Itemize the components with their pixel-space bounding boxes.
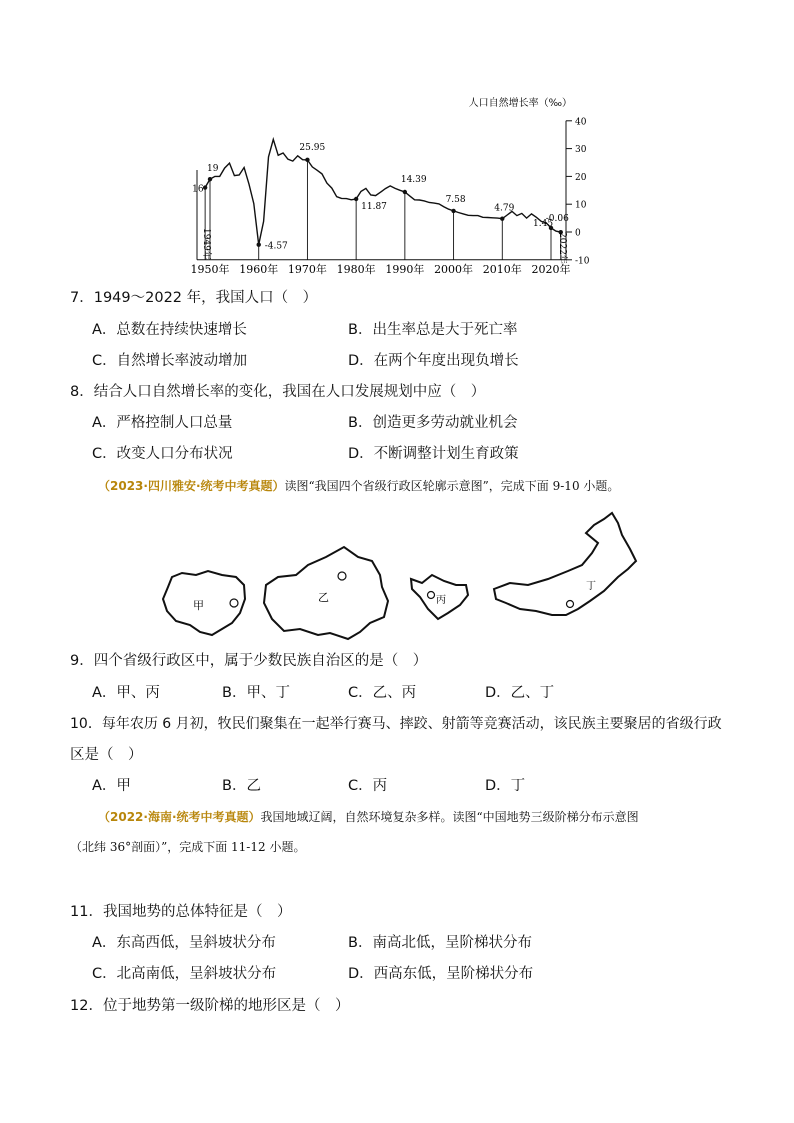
question-9-option-c[interactable]: C．乙、丙 <box>348 685 417 701</box>
x-tick-label: 2020年 <box>531 262 571 276</box>
data-label: 4.79 <box>494 203 515 214</box>
start-year-label: 1949年 <box>201 228 211 260</box>
data-point <box>257 243 261 247</box>
question-8-option-d[interactable]: D．不断调整计划生育政策 <box>348 446 519 462</box>
province-yi-capital-dot <box>338 572 346 580</box>
question-8-option-a[interactable]: A．严格控制人口总量 <box>92 415 233 431</box>
data-label: 19 <box>207 164 219 175</box>
data-label: 1.45 <box>533 218 554 229</box>
province-jia-capital-dot <box>230 599 238 607</box>
question-9-option-a[interactable]: A．甲、丙 <box>92 685 160 701</box>
data-point <box>500 216 504 220</box>
question-10-option-c[interactable]: C．丙 <box>348 778 388 794</box>
question-8-option-b[interactable]: B．创造更多劳动就业机会 <box>348 415 518 431</box>
question-11-option-b[interactable]: B．南高北低，呈阶梯状分布 <box>348 935 532 951</box>
question-10-option-d[interactable]: D．丁 <box>485 778 526 794</box>
question-7-option-b[interactable]: B．出生率总是大于死亡率 <box>348 322 518 338</box>
province-outlines-map <box>0 505 794 645</box>
section-intro-11-12-line2: （北纬 36°剖面）”，完成下面 11-12 小题。 <box>70 840 306 854</box>
question-9-option-b[interactable]: B．甲、丁 <box>222 685 290 701</box>
question-7-stem: 7．1949～2022 年，我国人口（ ） <box>70 290 318 306</box>
section-intro-11-12-line1 <box>98 808 639 826</box>
data-point <box>451 209 455 213</box>
y-tick-label: 0 <box>575 228 581 239</box>
province-bing-label: 丙 <box>436 595 446 606</box>
data-label: 14.39 <box>400 174 427 185</box>
data-label: -0.06 <box>545 214 569 225</box>
data-label: 11.87 <box>361 202 387 213</box>
question-9-stem: 9．四个省级行政区中，属于少数民族自治区的是（ ） <box>70 653 428 669</box>
question-7-option-c[interactable]: C．自然增长率波动增加 <box>92 353 248 369</box>
data-point <box>354 197 358 201</box>
intro-text: 我国地域辽阔，自然环境复杂多样。读图“中国地势三级阶梯分布示意图 <box>260 810 639 824</box>
data-label: 25.95 <box>299 142 326 153</box>
data-point <box>305 158 309 162</box>
growth-rate-series-line <box>205 139 561 244</box>
question-10-stem-line2: 区是（ ） <box>70 747 143 763</box>
question-7-option-d[interactable]: D．在两个年度出现负增长 <box>348 353 519 369</box>
data-label: 7.58 <box>445 194 466 205</box>
question-8-option-c[interactable]: C．改变人口分布状况 <box>92 446 233 462</box>
exam-source-label: （2022·海南·统考中考真题） <box>98 810 261 824</box>
province-ding-capital-dot <box>567 601 574 608</box>
y-tick-label: 20 <box>575 172 587 183</box>
y-axis-label: 人口自然增长率（‰） <box>468 98 572 109</box>
population-growth-chart <box>0 0 794 285</box>
data-label: 16 <box>192 184 204 195</box>
y-tick-label: -10 <box>575 256 590 267</box>
question-8-stem: 8．结合人口自然增长率的变化，我国在人口发展规划中应（ ） <box>70 384 486 400</box>
question-12-stem: 12．位于地势第一级阶梯的地形区是（ ） <box>70 998 350 1014</box>
question-7-option-a[interactable]: A．总数在持续快速增长 <box>92 322 247 338</box>
x-tick-label: 2000年 <box>434 262 474 276</box>
y-tick-label: 40 <box>575 117 587 128</box>
question-11-option-c[interactable]: C．北高南低，呈斜坡状分布 <box>92 966 277 982</box>
intro-text: 读图“我国四个省级行政区轮廓示意图”，完成下面 9-10 小题。 <box>284 479 620 493</box>
x-tick-label: 1960年 <box>239 262 279 276</box>
question-11-option-a[interactable]: A．东高西低，呈斜坡状分布 <box>92 935 276 951</box>
end-year-label: 2022年 <box>557 232 567 264</box>
data-point <box>403 190 407 194</box>
province-ding-label: 丁 <box>586 581 596 592</box>
question-10-option-b[interactable]: B．乙 <box>222 778 261 794</box>
data-point <box>208 177 212 181</box>
question-9-option-d[interactable]: D．乙、丁 <box>485 685 555 701</box>
y-tick-label: 30 <box>575 145 587 156</box>
x-tick-label: 1950年 <box>190 262 230 276</box>
x-tick-label: 1990年 <box>385 262 425 276</box>
province-yi-label: 乙 <box>318 591 329 604</box>
province-jia-label: 甲 <box>193 599 204 612</box>
province-bing-capital-dot <box>428 592 435 599</box>
data-label: -4.57 <box>264 241 288 252</box>
x-tick-label: 1970年 <box>287 262 327 276</box>
x-tick-label: 1980年 <box>336 262 376 276</box>
x-tick-label: 2010年 <box>482 262 522 276</box>
y-tick-label: 10 <box>575 200 587 211</box>
province-ding-outline <box>494 513 636 615</box>
exam-source-label: （2023·四川雅安·统考中考真题） <box>98 479 285 493</box>
question-11-option-d[interactable]: D．西高东低，呈阶梯状分布 <box>348 966 534 982</box>
question-10-option-a[interactable]: A．甲 <box>92 778 131 794</box>
question-11-stem: 11．我国地势的总体特征是（ ） <box>70 904 292 920</box>
question-10-stem-line1: 10．每年农历 6 月初，牧民们聚集在一起举行赛马、摔跤、射箭等竞赛活动，该民族主要聚居的省级行政 <box>70 716 722 732</box>
section-intro-9-10 <box>98 477 619 495</box>
